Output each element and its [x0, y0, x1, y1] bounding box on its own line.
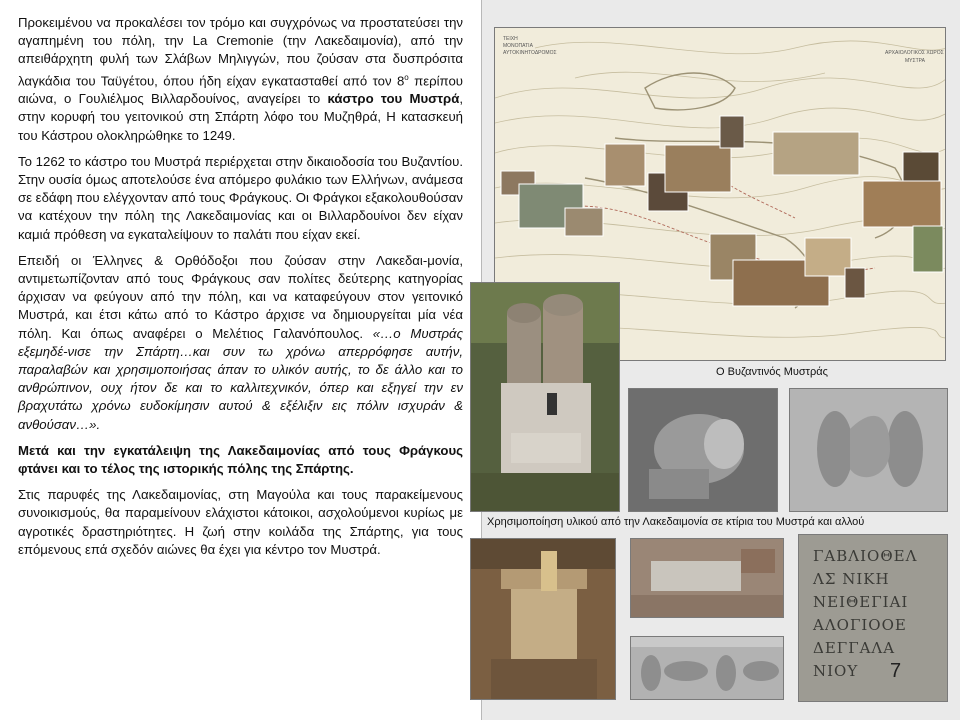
- p1-text-c: , στην κορυφή του γειτονικού στη Σπάρτη λόφο του Μυζηθρά, Η κατασκευή του Κάστρου ολοκληρώθηκε το 1249.: [18, 91, 463, 143]
- paragraph-2: Το 1262 το κάστρο του Μυστρά περιέρχεται στην δικαιοδοσία του Βυζαντίου. Στην ουσία όμως αποτελούσε ένα απόμερο φυλάκιο των Ελλήνων, ανάμεσα σε εδάφη που ελέγχονταν από τους Φράγκους. Οι Φράγκοι εξακολουθούσαν να κατέχουν την πόλη της Λακεδαιμονίας και οι Βιλλαρδουίνοι δεν είχαν καμιά πρόθεση να εγκαταλείψουν το παλάτι που είχαν εκεί.: [18, 153, 463, 242]
- inscription-line-2: ΛΣ ΝΙΚΗ: [813, 570, 890, 588]
- church-photo-art: [471, 283, 620, 512]
- p1-text-a: Προκειμένου να προκαλέσει τον τρόμο και συγχρόνως να προστατεύσει την αγαπημένη του πόλη, την La Cremonie (την Λακεδαιμονία), από την απειθάρχητη φυλή των Σλάβων Μηλιγγών, που ζούσαν στα δυσπρόσιτα λαγκάδια του Ταϋγέτου, όπου ήδη είχαν εγκατασταθεί από τον 8: [18, 15, 463, 88]
- map-title-1: ΑΡΧΑΙΟΛΟΓΙΚΟΣ ΧΩΡΟΣ: [885, 50, 944, 56]
- page-number: 7: [890, 660, 902, 682]
- column-capital-photo: [470, 538, 616, 700]
- frieze-art: [631, 637, 784, 700]
- church-photo: [470, 282, 620, 512]
- inscription-photo: [798, 534, 948, 702]
- map-title-2: ΜΥΣΤΡΑ: [905, 58, 925, 64]
- inscription-line-3: ΝΕΙΘΕΓΙΑΙ: [813, 593, 909, 611]
- paragraph-4: [18, 442, 463, 478]
- map-legend-1: ΤΕΙΧΗ: [503, 36, 518, 42]
- map-legend-3: ΑΥΤΟΚΙΝΗΤΟΔΡΟΜΟΣ: [503, 50, 557, 56]
- column-capital-art: [471, 539, 616, 700]
- relief-1-art: [629, 389, 778, 512]
- article-text: [18, 14, 463, 567]
- relief-2-art: [790, 389, 948, 512]
- caption-map: Ο Βυζαντινός Μυστράς: [716, 366, 828, 378]
- inscription-line-6: ΝΙΟΥ: [813, 662, 859, 680]
- inscription-line-1: ΓΑΒΛΙΟΘΕΛ: [813, 547, 918, 565]
- caption-reuse: Χρησιμοποίηση υλικού από την Λακεδαιμονία σε κτίρια του Μυστρά και αλλού: [487, 516, 865, 528]
- paragraph-1: [18, 14, 463, 145]
- inscription-line-5: ΔΕΓΓΑΛΑ: [813, 639, 896, 657]
- p4-bold: Μετά και την εγκατάλειψη της Λακεδαιμονίας από τους Φράγκους φτάνει και το τέλος της ιστορικής πόλης της Σπάρτης.: [18, 442, 463, 477]
- inscription-line-4: ΑΛΟΓΙΟΟΕ: [813, 616, 907, 634]
- relief-photo-1: [628, 388, 778, 512]
- p1-text-b: περίπου αιώνα, ο Γουλιέλμος Βιλλαρδουίνος, αναγείρει το: [18, 73, 463, 107]
- frieze-photo: [630, 636, 784, 700]
- inscription-text: [813, 545, 943, 683]
- paragraph-3: [18, 252, 463, 434]
- p1-bold-castle: κάστρο του Μυστρά: [327, 91, 460, 107]
- p3-text: Επειδή οι Έλληνες & Ορθόδοξοι που ζούσαν στην Λακεδαι-μονία, αντιμετωπίζονταν από τους Φράγκους σαν πολίτες δεύτερης κατηγορίας άρχισαν να φεύγουν από την πόλη, και να καταφεύγουν στον γειτονικό Μυστρά, και έτσι κάτω από το Κάστρο άρχισε να δημιουργείται μία νέα πόλη. Και όπως αναφέρει ο Μελέτιος Γαλανόπουλος.: [18, 252, 463, 341]
- map-legend-2: ΜΟΝΟΠΑΤΙΑ: [503, 43, 533, 49]
- p1-superscript: ο: [404, 72, 409, 82]
- masonry-art: [631, 539, 784, 618]
- relief-photo-2: [789, 388, 948, 512]
- p3-quote: «…ο Μυστράς εξεμηδέ-νισε την Σπάρτη…και συν τω χρόνω απερρόφησε αυτήν, παραλαβών και χρησιμοποιήσας άπαν το υλικόν αυτής, το δε άλλο και το ανθρώπινον, ουχ ήτον δε και το καλλιτεχνικόν, όπερ και εξηγεί την εν βραχυτάτω χρόνω ευδοκίμησιν αυτού & εξέλιξιν εις πόλιν ισχυράν & ανθούσαν…».: [18, 325, 463, 432]
- paragraph-5: Στις παρυφές της Λακεδαιμονίας, στη Μαγούλα και τους παρακείμενους συνοικισμούς, θα παραμείνουν ελάχιστοι κάτοικοι, ασχολούμενοι κυρίως με αγροτικές δραστηριότητες. Η ζωή στην κοιλάδα της Σπάρτης, για τους επόμενους επά σχεδόν αιώνες θα έχει για κέντρο τον Μυστρά.: [18, 487, 463, 557]
- masonry-photo: [630, 538, 784, 618]
